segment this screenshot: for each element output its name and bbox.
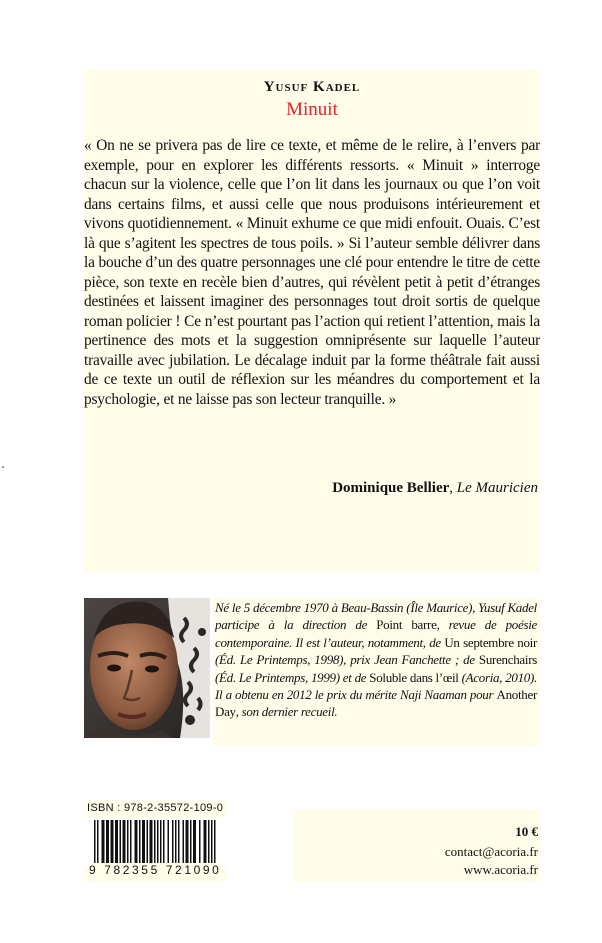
blurb-signature: [332, 480, 538, 497]
barcode-bar: [160, 820, 162, 866]
book-title: Minuit: [286, 99, 338, 120]
bio-text: , revue de poésie contemporaine. Il est l’auteur, notamment, de: [215, 617, 537, 650]
bio-work-title: Surenchairs: [478, 652, 537, 668]
barcode-bar: [157, 820, 159, 866]
barcode-bar: [139, 820, 141, 866]
bio-text: , son dernier recueil.: [235, 704, 338, 720]
bio-work-title: Un septembre noir: [444, 634, 538, 650]
crop-mark: [2, 466, 4, 468]
barcode-bar: [154, 820, 156, 866]
blurb-text: « On ne se privera pas de lire ce texte, et même de le relire, à l’envers par exemple, pour en explorer les différents ressorts. « Minuit » interroge chacun sur la violence, celle que l’on lit dans les journaux ou que l’on voit dans certains films, et aussi celle que nous produisons intérieurement et vivons quotidiennement. « Minuit exhume ce que midi enfouit. Ouais. C’est là que s’agitent les spectres de tous poils. » Si l’auteur semble délivrer dans la bouche d’un des quatre personnages une clé pour entendre le titre de cette pièce, son texte en recèle bien d’autres, qui révèlent petit à petit d’étranges destinées et laissent imaginer des personnages tout droit sortis de quelque roman policier ! Ce n’est pourtant pas l’action qui retient l’attention, mais la pertinence des mots et la suggestion omniprésente sur laquelle l’auteur travaille avec jubilation. Le décalage induit par la forme théâtrale fait aussi de ce texte un outil de réflexion sur les méandres du comportement et la psychologie, et ne laisse pas son lecteur tranquille. »: [84, 137, 540, 408]
barcode-bar: [123, 820, 126, 866]
barcode-bar: [111, 820, 114, 866]
isbn-label: ISBN : 978-2-35572-109-0: [87, 802, 224, 814]
barcode-bar: [135, 820, 138, 866]
barcode-bar: [150, 820, 153, 866]
author-bio-panel: [213, 598, 540, 746]
barcode-bar: [106, 820, 109, 866]
bio-work-title: Soluble dans l’œil: [369, 669, 459, 685]
barcode-bar: [183, 820, 185, 866]
barcode-panel: [84, 800, 226, 882]
bio-work-title: Another Day: [215, 687, 537, 720]
author-name: Yusuf Kadel: [263, 79, 361, 95]
bio-text: (Acoria, 2010). Il a obtenu en 2012 le prix du mérite Naji Naaman pour: [215, 669, 537, 703]
bio-text: (Éd. Le Printemps, 1998), prix Jean Fanchette ; de: [215, 652, 479, 668]
signature-name: Dominique Bellier: [332, 480, 450, 496]
barcode-bar: [97, 820, 99, 866]
barcode-bar: [175, 820, 177, 866]
barcode-bar: [178, 820, 180, 866]
barcode-bar: [115, 820, 118, 866]
barcode-bar: [208, 820, 210, 866]
barcode-number: 9 782355 721090: [89, 863, 222, 877]
author-bio: [215, 599, 537, 721]
price: 10 €: [515, 824, 538, 839]
barcode-bar: [142, 820, 145, 866]
barcode-bar: [94, 820, 96, 866]
barcode-bar: [190, 820, 192, 866]
barcode-bar: [130, 820, 132, 866]
barcode-bar: [147, 820, 149, 866]
contact-email: contact@acoria.fr: [444, 844, 538, 859]
barcode-bar: [214, 820, 216, 866]
signature-separator: ,: [449, 480, 457, 496]
barcode-bar: [120, 820, 122, 866]
back-cover-text-panel: [84, 70, 540, 572]
barcode-bar: [172, 820, 174, 866]
author-portrait-image: [84, 598, 210, 738]
barcode-bar: [186, 820, 189, 866]
author-photo: [84, 598, 210, 738]
barcode-bar: [193, 820, 196, 866]
signature-source: Le Mauricien: [456, 480, 538, 496]
barcode-bar: [168, 820, 170, 866]
barcode-bar: [211, 820, 213, 866]
bio-text: Né le 5 décembre 1970 à Beau-Bassin (Île Maurice), Yusuf Kadel participe à la direction de: [215, 600, 537, 633]
website-url: www.acoria.fr: [463, 862, 538, 877]
barcode-bar: [163, 820, 165, 866]
bio-work-title: Point barre: [376, 617, 437, 633]
barcode-bar: [204, 820, 207, 866]
barcode-bar: [199, 820, 201, 866]
barcode-icon: [84, 818, 226, 868]
barcode-bar: [102, 820, 105, 866]
publisher-info-panel: [293, 810, 540, 882]
bio-text: (Éd. Le Printemps, 1999) et de: [215, 669, 370, 685]
barcode-bar: [127, 820, 129, 866]
